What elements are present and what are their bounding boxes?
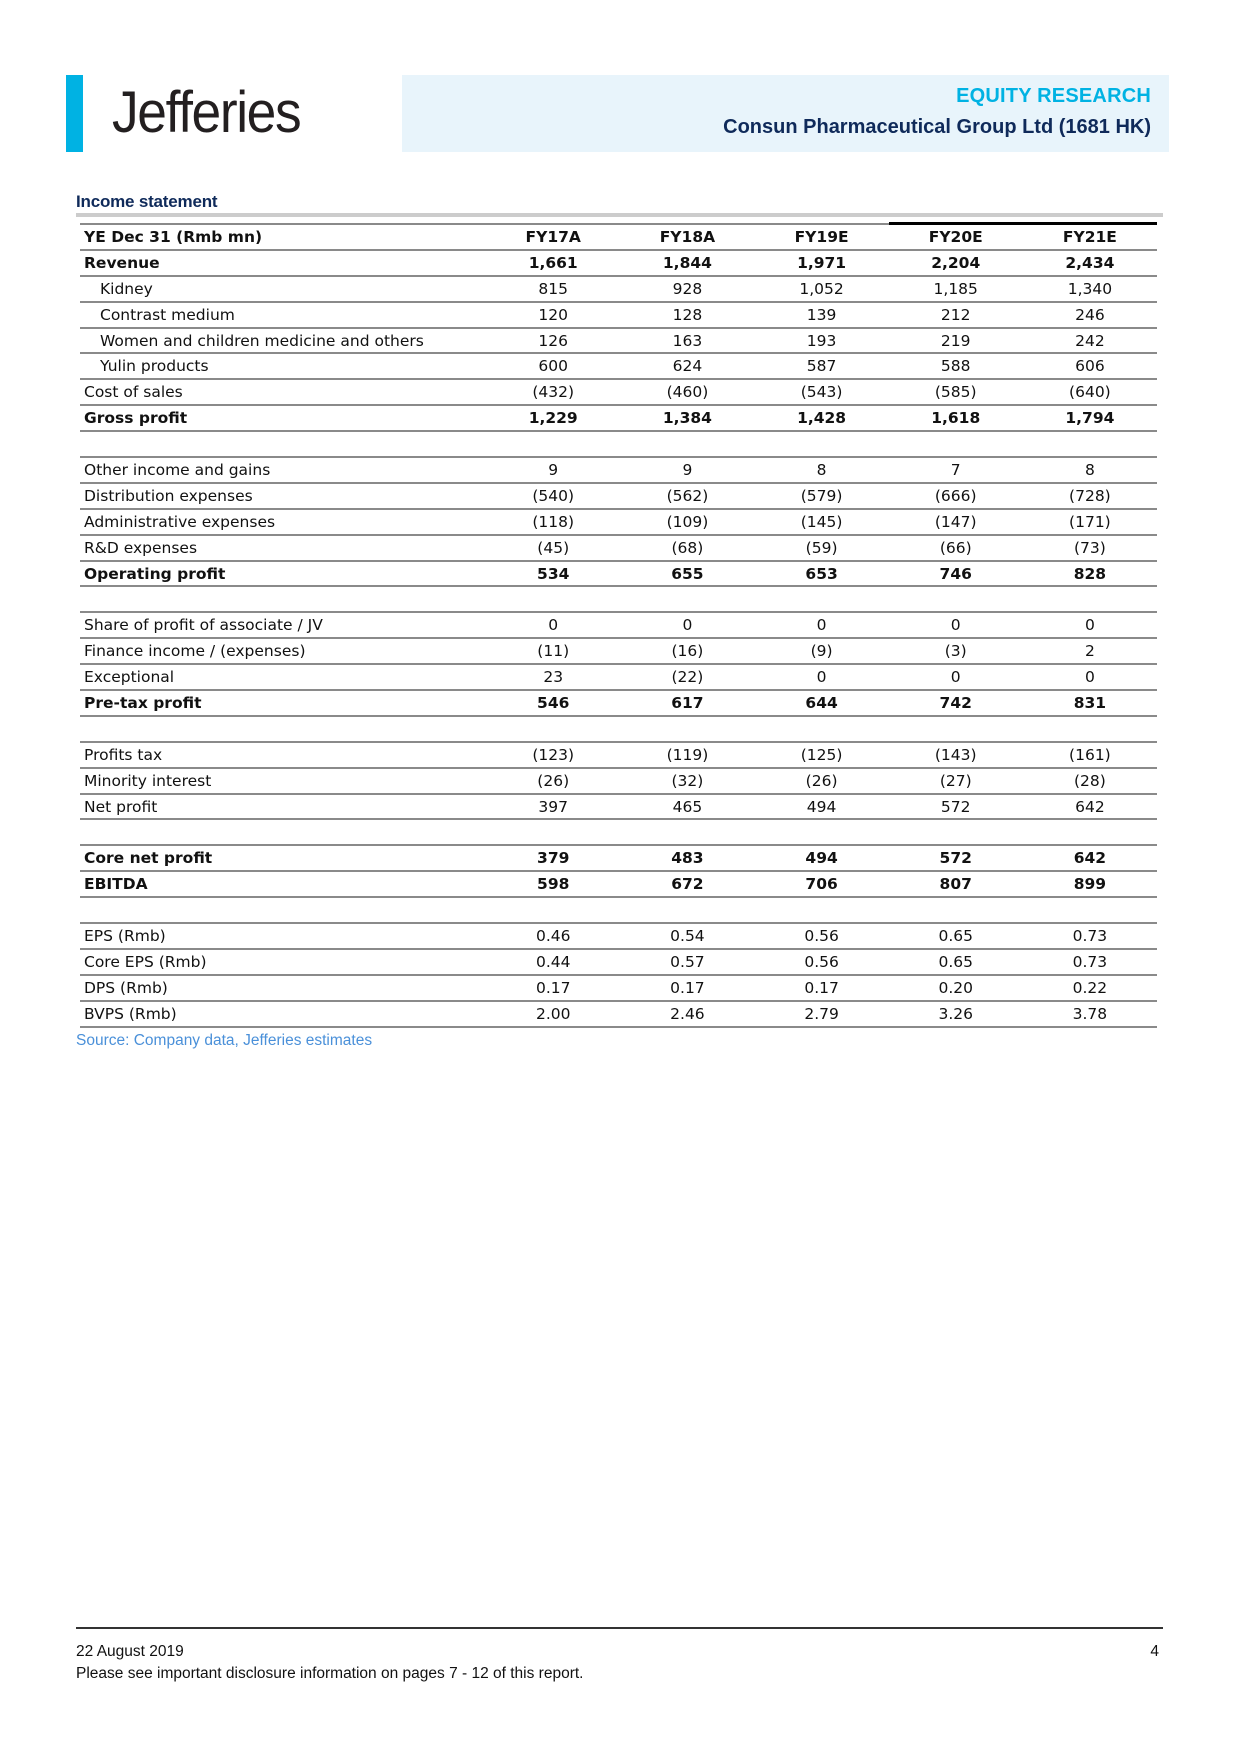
page-number: 4 (1150, 1643, 1159, 1660)
row-label: Profits tax (80, 742, 486, 768)
value-cell: 2,434 (1023, 250, 1157, 276)
row-label: Operating profit (80, 561, 486, 587)
row-label: EPS (Rmb) (80, 923, 486, 949)
value-cell: (171) (1023, 509, 1157, 535)
table-row (80, 690, 1157, 716)
row-label: Net profit (80, 794, 486, 820)
value-cell: 2,204 (889, 250, 1023, 276)
value-cell: (540) (486, 483, 620, 509)
value-cell: 219 (889, 328, 1023, 354)
value-cell: 2.00 (486, 1001, 620, 1027)
value-cell: 606 (1023, 353, 1157, 379)
row-label: Administrative expenses (80, 509, 486, 535)
column-header: FY19E (755, 224, 889, 250)
value-cell: 242 (1023, 328, 1157, 354)
value-cell: 126 (486, 328, 620, 354)
disclosure-note: Please see important disclosure information on pages 7 - 12 of this report. (76, 1665, 584, 1682)
table-row (80, 845, 1157, 871)
value-cell: 928 (620, 276, 754, 302)
value-cell: 0.46 (486, 923, 620, 949)
value-cell: 0.17 (486, 975, 620, 1001)
value-cell: 742 (889, 690, 1023, 716)
value-cell: 746 (889, 561, 1023, 587)
value-cell: 0 (1023, 664, 1157, 690)
value-cell: 1,229 (486, 405, 620, 431)
table-row (80, 276, 1157, 302)
value-cell: 0.57 (620, 949, 754, 975)
value-cell: (147) (889, 509, 1023, 535)
section-label: EQUITY RESEARCH (956, 85, 1151, 107)
value-cell: 0.44 (486, 949, 620, 975)
row-label: Gross profit (80, 405, 486, 431)
income-statement-table (80, 222, 1157, 1028)
row-label: Cost of sales (80, 379, 486, 405)
value-cell: (66) (889, 535, 1023, 561)
value-cell: 0 (1023, 612, 1157, 638)
value-cell: (32) (620, 768, 754, 794)
value-cell: (640) (1023, 379, 1157, 405)
value-cell: (11) (486, 638, 620, 664)
table-row (80, 612, 1157, 638)
table-row (80, 250, 1157, 276)
value-cell: (161) (1023, 742, 1157, 768)
table-row (80, 302, 1157, 328)
value-cell: 465 (620, 794, 754, 820)
value-cell: 642 (1023, 794, 1157, 820)
value-cell: 655 (620, 561, 754, 587)
row-label: Finance income / (expenses) (80, 638, 486, 664)
value-cell: 0.17 (620, 975, 754, 1001)
row-label: Women and children medicine and others (80, 328, 486, 354)
value-cell: (125) (755, 742, 889, 768)
spacer-row (80, 431, 1157, 457)
spacer-cell (80, 897, 1157, 923)
column-header: FY20E (889, 224, 1023, 250)
brand-logo-bar (66, 75, 83, 152)
table-row (80, 509, 1157, 535)
value-cell: 588 (889, 353, 1023, 379)
value-cell: 379 (486, 845, 620, 871)
value-cell: (45) (486, 535, 620, 561)
row-label: Core net profit (80, 845, 486, 871)
spacer-row (80, 716, 1157, 742)
table-row (80, 328, 1157, 354)
row-label: Distribution expenses (80, 483, 486, 509)
row-label: Contrast medium (80, 302, 486, 328)
row-label: DPS (Rmb) (80, 975, 486, 1001)
value-cell: 0 (755, 612, 889, 638)
value-cell: 0.65 (889, 949, 1023, 975)
value-cell: 2 (1023, 638, 1157, 664)
value-cell: 397 (486, 794, 620, 820)
company-name: Consun Pharmaceutical Group Ltd (1681 HK) (723, 116, 1151, 138)
row-label: Yulin products (80, 353, 486, 379)
value-cell: (579) (755, 483, 889, 509)
table-row (80, 871, 1157, 897)
value-cell: 1,052 (755, 276, 889, 302)
table-row (80, 1001, 1157, 1027)
value-cell: (73) (1023, 535, 1157, 561)
row-label: Core EPS (Rmb) (80, 949, 486, 975)
value-cell: 1,844 (620, 250, 754, 276)
title-divider (76, 213, 1163, 217)
row-label: Pre-tax profit (80, 690, 486, 716)
table-row (80, 664, 1157, 690)
value-cell: 1,185 (889, 276, 1023, 302)
table-row (80, 923, 1157, 949)
value-cell: 7 (889, 457, 1023, 483)
spacer-row (80, 586, 1157, 612)
report-header-banner (402, 75, 1169, 152)
brand-logo: Jefferies (112, 80, 301, 145)
value-cell: 0.54 (620, 923, 754, 949)
value-cell: 1,661 (486, 250, 620, 276)
value-cell: 1,971 (755, 250, 889, 276)
table-header-row (80, 224, 1157, 250)
value-cell: 0.65 (889, 923, 1023, 949)
value-cell: 600 (486, 353, 620, 379)
value-cell: 706 (755, 871, 889, 897)
value-cell: 672 (620, 871, 754, 897)
table-row (80, 457, 1157, 483)
value-cell: 0.20 (889, 975, 1023, 1001)
value-cell: 642 (1023, 845, 1157, 871)
value-cell: 3.78 (1023, 1001, 1157, 1027)
table-row (80, 949, 1157, 975)
table-row (80, 768, 1157, 794)
table-row (80, 379, 1157, 405)
value-cell: 617 (620, 690, 754, 716)
table-row (80, 353, 1157, 379)
value-cell: 494 (755, 845, 889, 871)
value-cell: 0 (889, 612, 1023, 638)
value-cell: 0.56 (755, 949, 889, 975)
column-header: YE Dec 31 (Rmb mn) (80, 224, 486, 250)
row-label: EBITDA (80, 871, 486, 897)
value-cell: 120 (486, 302, 620, 328)
value-cell: (27) (889, 768, 1023, 794)
table-row (80, 535, 1157, 561)
table-row (80, 975, 1157, 1001)
value-cell: (68) (620, 535, 754, 561)
value-cell: (585) (889, 379, 1023, 405)
value-cell: 2.46 (620, 1001, 754, 1027)
value-cell: 0.73 (1023, 949, 1157, 975)
value-cell: (26) (755, 768, 889, 794)
value-cell: (9) (755, 638, 889, 664)
value-cell: 653 (755, 561, 889, 587)
value-cell: 1,794 (1023, 405, 1157, 431)
table-row (80, 638, 1157, 664)
value-cell: 246 (1023, 302, 1157, 328)
value-cell: (119) (620, 742, 754, 768)
spacer-cell (80, 586, 1157, 612)
value-cell: (26) (486, 768, 620, 794)
table-row (80, 561, 1157, 587)
value-cell: 193 (755, 328, 889, 354)
value-cell: (145) (755, 509, 889, 535)
value-cell: 831 (1023, 690, 1157, 716)
value-cell: (562) (620, 483, 754, 509)
value-cell: 212 (889, 302, 1023, 328)
source-note: Source: Company data, Jefferies estimates (76, 1031, 373, 1049)
value-cell: 0.56 (755, 923, 889, 949)
value-cell: 598 (486, 871, 620, 897)
value-cell: (460) (620, 379, 754, 405)
value-cell: 494 (755, 794, 889, 820)
value-cell: 0.22 (1023, 975, 1157, 1001)
value-cell: 0 (889, 664, 1023, 690)
value-cell: 815 (486, 276, 620, 302)
row-label: Minority interest (80, 768, 486, 794)
value-cell: 0 (620, 612, 754, 638)
value-cell: 807 (889, 871, 1023, 897)
value-cell: (666) (889, 483, 1023, 509)
column-header: FY21E (1023, 224, 1157, 250)
row-label: Share of profit of associate / JV (80, 612, 486, 638)
value-cell: (28) (1023, 768, 1157, 794)
row-label: Other income and gains (80, 457, 486, 483)
value-cell: 8 (1023, 457, 1157, 483)
value-cell: 587 (755, 353, 889, 379)
value-cell: 139 (755, 302, 889, 328)
spacer-cell (80, 716, 1157, 742)
value-cell: 1,428 (755, 405, 889, 431)
value-cell: (728) (1023, 483, 1157, 509)
value-cell: (109) (620, 509, 754, 535)
value-cell: 9 (620, 457, 754, 483)
spacer-row (80, 897, 1157, 923)
row-label: BVPS (Rmb) (80, 1001, 486, 1027)
table-row (80, 483, 1157, 509)
value-cell: (22) (620, 664, 754, 690)
value-cell: 572 (889, 794, 1023, 820)
value-cell: 128 (620, 302, 754, 328)
table-row (80, 405, 1157, 431)
value-cell: 572 (889, 845, 1023, 871)
value-cell: (143) (889, 742, 1023, 768)
value-cell: 3.26 (889, 1001, 1023, 1027)
table-row (80, 742, 1157, 768)
value-cell: (432) (486, 379, 620, 405)
value-cell: 546 (486, 690, 620, 716)
value-cell: 0 (486, 612, 620, 638)
spacer-row (80, 819, 1157, 845)
value-cell: 828 (1023, 561, 1157, 587)
table-title: Income statement (76, 192, 218, 211)
row-label: Revenue (80, 250, 486, 276)
row-label: Exceptional (80, 664, 486, 690)
value-cell: 8 (755, 457, 889, 483)
footer-divider (76, 1627, 1163, 1629)
value-cell: (543) (755, 379, 889, 405)
value-cell: 9 (486, 457, 620, 483)
report-date: 22 August 2019 (76, 1643, 184, 1660)
value-cell: 0.17 (755, 975, 889, 1001)
value-cell: 163 (620, 328, 754, 354)
value-cell: 2.79 (755, 1001, 889, 1027)
value-cell: 644 (755, 690, 889, 716)
value-cell: (123) (486, 742, 620, 768)
value-cell: 23 (486, 664, 620, 690)
value-cell: 1,384 (620, 405, 754, 431)
value-cell: 1,340 (1023, 276, 1157, 302)
value-cell: (59) (755, 535, 889, 561)
value-cell: 534 (486, 561, 620, 587)
spacer-cell (80, 431, 1157, 457)
row-label: Kidney (80, 276, 486, 302)
table-row (80, 794, 1157, 820)
value-cell: 483 (620, 845, 754, 871)
value-cell: 1,618 (889, 405, 1023, 431)
value-cell: 624 (620, 353, 754, 379)
row-label: R&D expenses (80, 535, 486, 561)
value-cell: 0.73 (1023, 923, 1157, 949)
value-cell: 0 (755, 664, 889, 690)
value-cell: 899 (1023, 871, 1157, 897)
value-cell: (118) (486, 509, 620, 535)
value-cell: (16) (620, 638, 754, 664)
value-cell: (3) (889, 638, 1023, 664)
spacer-cell (80, 819, 1157, 845)
column-header: FY18A (620, 224, 754, 250)
column-header: FY17A (486, 224, 620, 250)
